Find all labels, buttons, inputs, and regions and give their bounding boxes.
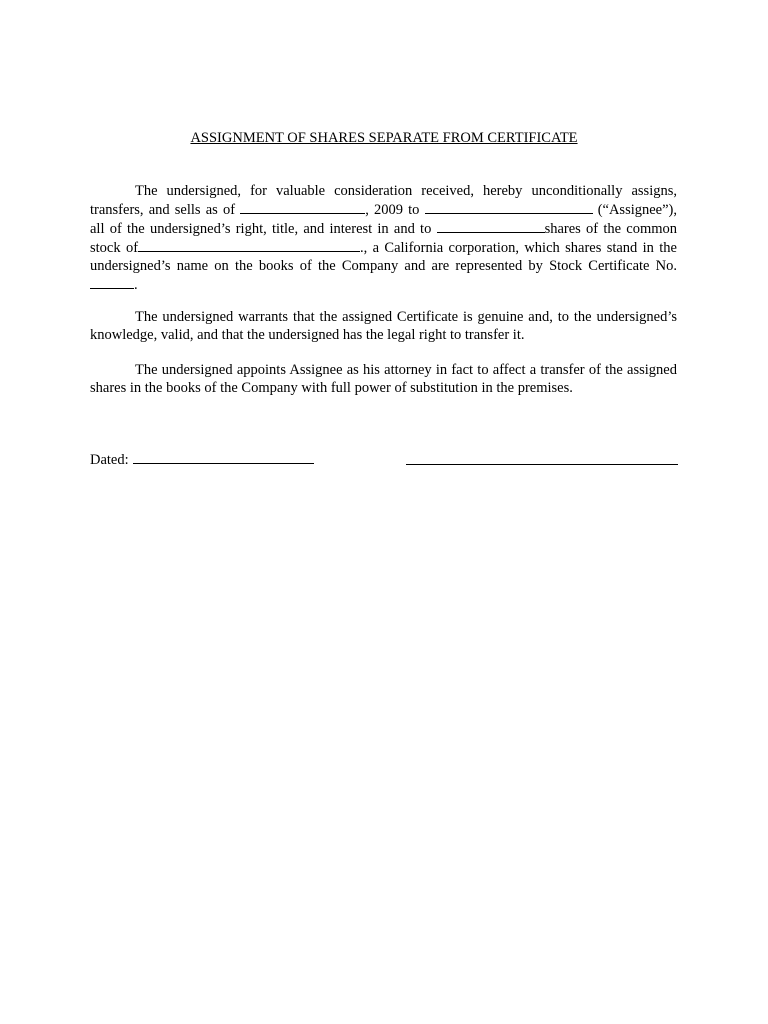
dated-row: [90, 450, 314, 469]
company-name-blank[interactable]: [138, 238, 360, 252]
document-title: [0, 129, 768, 147]
dated-blank[interactable]: [133, 450, 314, 464]
shares-count-blank[interactable]: [437, 219, 545, 233]
paragraph-warranty-text: The undersigned warrants that the assigned Certificate is genuine and, to the undersigned’s knowledge, valid, and that the undersigned has the legal right to transfer it.: [90, 309, 677, 343]
dated-label: Dated:: [90, 452, 129, 468]
paragraph-warranty: [90, 308, 677, 344]
paragraph-assignment-part1: The undersigned, for valuable consideration received, hereby unconditionally assigns, transfers, and sells as of: [90, 183, 677, 218]
paragraph-attorney-text: The undersigned appoints Assignee as his attorney in fact to affect a transfer of the assigned shares in the books of the Company with full power of substitution in the premises.: [90, 362, 677, 396]
paragraph-assignment-part5: ., a California corporation, which shares stand in the undersigned’s name on the books of the Company and are represented by Stock Certificate No.: [90, 240, 677, 274]
paragraph-assignment: [90, 182, 677, 294]
paragraph-assignment-part4: shares of the common stock of: [90, 221, 677, 256]
paragraph-assignment-part6: .: [134, 277, 138, 293]
paragraph-assignment-part3: (“Assignee”), all of the undersigned’s right, title, and interest in and to: [90, 202, 678, 237]
date-blank[interactable]: [240, 200, 365, 214]
document-title-text: ASSIGNMENT OF SHARES SEPARATE FROM CERTIFICATE: [190, 130, 578, 146]
assignee-blank[interactable]: [425, 200, 593, 214]
signature-line[interactable]: [406, 464, 678, 465]
paragraph-attorney: [90, 361, 677, 397]
paragraph-assignment-part2: , 2009 to: [365, 202, 425, 218]
certificate-number-blank[interactable]: [90, 275, 134, 289]
